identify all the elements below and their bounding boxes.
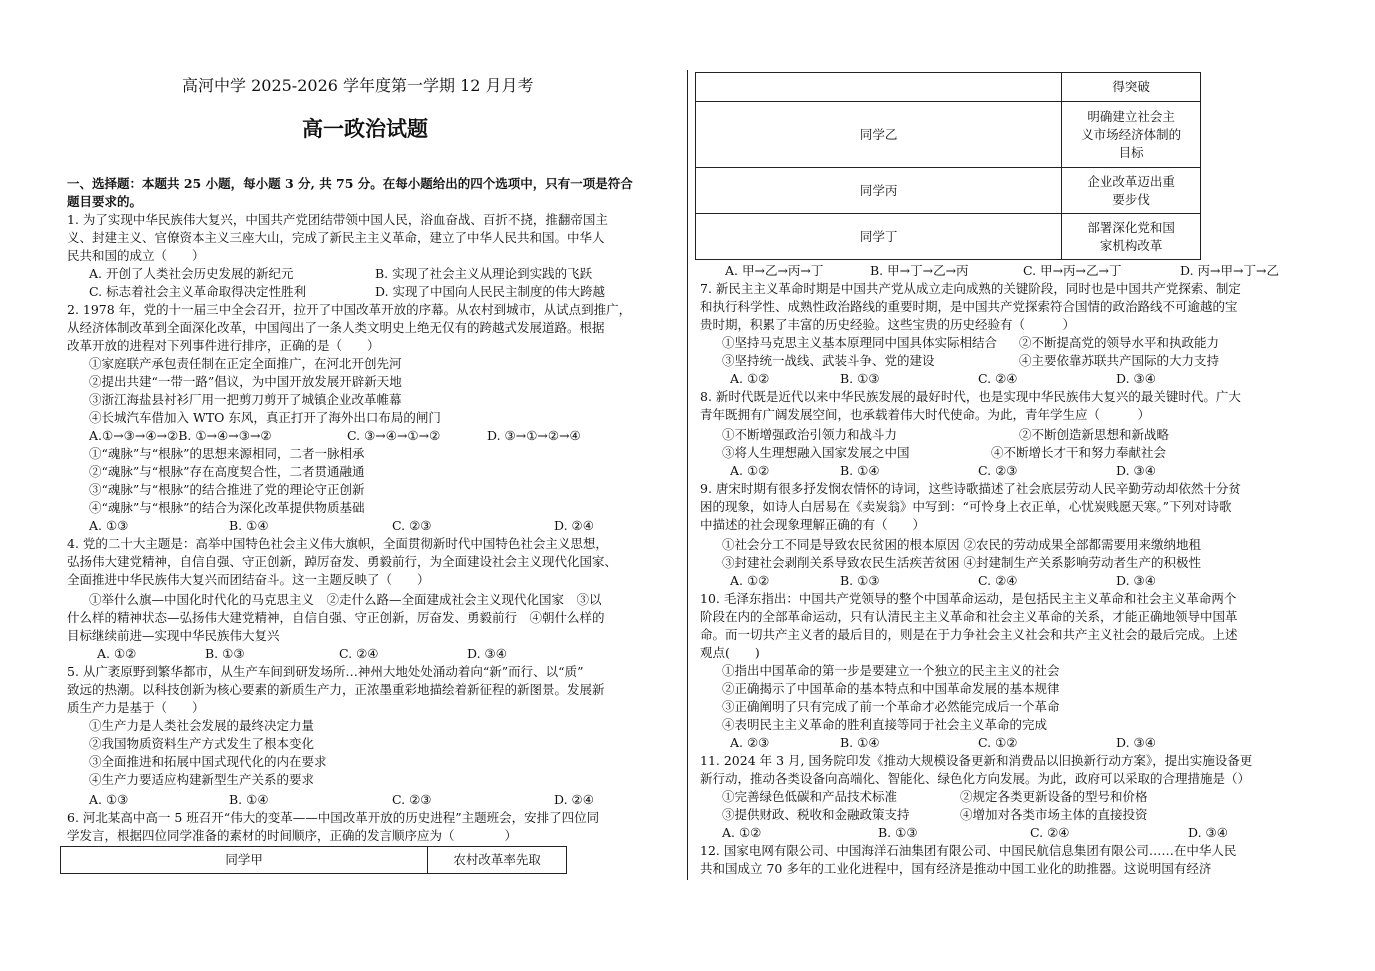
q2-option: C. ③→④→①→② xyxy=(347,428,441,443)
table-cell: 同学甲 xyxy=(61,847,428,874)
cell-line: 义市场经济体制的 xyxy=(1081,126,1182,142)
cell-line: 目标 xyxy=(1118,144,1144,160)
q2-stem: 2. 1978 年，党的十一届三中全会召开，拉开了中国改革开放的序幕。从农村到城市，从试点到推广， xyxy=(67,302,632,317)
q8-stem: 8. 新时代既是近代以来中华民族发展的最好时代，也是实现中华民族伟大复兴的最关键时代。广大 xyxy=(700,389,1241,404)
q5-item: ④生产力要适应构建新型生产关系的要求 xyxy=(89,772,315,787)
q7-option: A. ①② xyxy=(730,371,770,386)
q2-stem: 改革开放的进程对下列事件进行排序，正确的是（ ） xyxy=(67,338,380,353)
q11-item: ④增加对各类市场主体的直接投资 xyxy=(960,807,1148,822)
q3-option: B. ①④ xyxy=(229,518,269,533)
table-row xyxy=(696,168,1201,214)
q10-stem: 观点( ) xyxy=(700,645,760,660)
column-divider xyxy=(687,70,688,880)
table-cell: 同学丙 xyxy=(696,168,1062,214)
q6-table-part2 xyxy=(695,72,1201,260)
table-row xyxy=(696,102,1201,168)
q11-item: ③提供财政、税收和金融政策支持 xyxy=(722,807,910,822)
q8-item: ③将人生理想融入国家发展之中国 xyxy=(722,445,910,460)
q3-option: C. ②③ xyxy=(392,518,432,533)
exam-title: 高河中学 2025-2026 学年度第一学期 12 月月考 xyxy=(182,76,534,95)
q11-option: B. ①③ xyxy=(878,825,918,840)
q3-item: ④“魂脉”与“根脉”的结合为深化改革提供物质基础 xyxy=(89,500,365,515)
q7-item: ②不断提高党的领导水平和执政能力 xyxy=(1019,335,1220,350)
q4-item: 目标继续前进—实现中华民族伟大复兴 xyxy=(67,628,280,643)
q9-option: D. ③④ xyxy=(1116,573,1156,588)
q2-stem: 从经济体制改革到全面深化改革，中国闯出了一条人类文明史上绝无仅有的跨越式发展道路。根据 xyxy=(67,320,605,335)
q6-stem: 学发言，根据四位同学准备的素材的时间顺序，正确的发言顺序应为（ ） xyxy=(67,828,518,843)
cell-line: 部署深化党和国 xyxy=(1087,219,1175,235)
q10-item: ②正确揭示了中国革命的基本特点和中国革命发展的基本规律 xyxy=(722,681,1060,696)
q5-item: ①生产力是人类社会发展的最终决定力量 xyxy=(89,718,315,733)
q9-item: ③封建社会剥削关系导致农民生活疾苦贫困 ④封建制生产关系影响劳动者生产的积极性 xyxy=(722,555,1201,570)
q5-stem: 5. 从广袤原野到繁华都市，从生产车间到研发场所…神州大地处处涌动着向“新”而行、以“质” xyxy=(67,664,584,679)
q11-stem: 新行动，推动各类设备向高端化、智能化、绿色化方向发展。为此，政府可以采取的合理措施是（） xyxy=(700,771,1251,786)
q3-option: D. ②④ xyxy=(554,518,594,533)
q4-option: A. ①② xyxy=(97,646,137,661)
q8-item: ④不断增长才干和努力奉献社会 xyxy=(991,445,1167,460)
table-cell xyxy=(1062,102,1201,168)
table-row xyxy=(696,73,1201,102)
q2-option: A.①→③→④→②B. ①→④→③→② xyxy=(89,428,272,443)
table-row xyxy=(696,214,1201,260)
cell-line: 企业改革迈出重 xyxy=(1087,173,1175,189)
q9-option: B. ①③ xyxy=(840,573,880,588)
q7-option: B. ①③ xyxy=(840,371,880,386)
q7-option: C. ②④ xyxy=(978,371,1018,386)
q2-item: ③浙江海盐县衬衫厂用一把剪刀剪开了城镇企业改革帷幕 xyxy=(89,392,402,407)
q12-stem: 12. 国家电网有限公司、中国海洋石油集团有限公司、中国民航信息集团有限公司……在中华人民 xyxy=(700,843,1237,858)
q8-option: D. ③④ xyxy=(1116,463,1156,478)
q9-stem: 困的现象，如诗人白居易在《卖炭翁》中写到：“可怜身上衣正单，心忧炭贱愿天寒。”下列对诗歌 xyxy=(700,499,1232,514)
q2-item: ④长城汽车借加入 WTO 东风，真正打开了海外出口布局的闸门 xyxy=(89,410,441,425)
q5-stem: 质生产力是基于（ ） xyxy=(67,700,205,715)
q7-stem: 7. 新民主主义革命时期是中国共产党从成立走向成熟的关键阶段，同时也是中国共产党探索、制定 xyxy=(700,281,1241,296)
q8-option: C. ②③ xyxy=(978,463,1018,478)
q3-option: A. ①③ xyxy=(89,518,129,533)
q2-item: ①家庭联产承包责任制在正定全面推广，在河北开创先河 xyxy=(89,356,402,371)
q5-option: A. ①③ xyxy=(89,792,129,807)
table-cell xyxy=(1062,214,1201,260)
q1-stem: 民共和国的成立（ ） xyxy=(67,248,205,263)
q9-option: A. ①② xyxy=(730,573,770,588)
q4-item: 什么样的精神状态—弘扬伟大建党精神，自信自强、守正创新，厉奋发、勇毅前行 ④朝什么样的 xyxy=(67,610,605,625)
q5-item: ③全面推进和拓展中国式现代化的内在要求 xyxy=(89,754,327,769)
q8-item: ①不断增强政治引领力和战斗力 xyxy=(722,427,898,442)
q8-option: A. ①② xyxy=(730,463,770,478)
q8-option: B. ①④ xyxy=(840,463,880,478)
q3-item: ②“魂脉”与“根脉”存在高度契合性，二者贯通融通 xyxy=(89,464,365,479)
q11-stem: 11. 2024 年 3 月, 国务院印发《推动大规模设备更新和消费品以旧换新行动方案》，提出实施设备更 xyxy=(700,753,1253,768)
section-heading: 一、选择题：本题共 25 小题，每小题 3 分, 共 75 分。在每小题给出的四个选项中，只有一项是符合 xyxy=(67,176,633,191)
table-cell: 同学丁 xyxy=(696,214,1062,260)
q5-item: ②我国物质资料生产方式发生了根本变化 xyxy=(89,736,315,751)
q7-stem: 贵时期，积累了丰富的历史经验。这些宝贵的历史经验有（ ） xyxy=(700,317,1076,332)
cell-line: 家机构改革 xyxy=(1099,237,1163,253)
table-cell: 农村改革率先取 xyxy=(428,847,567,874)
q6-option: A. 甲→乙→丙→丁 xyxy=(725,263,824,278)
q2-item: ②提出共建“一带一路”倡议，为中国开放发展开辟新天地 xyxy=(89,374,402,389)
q1-stem: 1. 为了实现中华民族伟大复兴，中国共产党团结带领中国人民，浴血奋战、百折不挠，推翻帝国主 xyxy=(67,212,608,227)
table-cell xyxy=(1062,168,1201,214)
q7-stem: 和执行科学性、成熟性政治路线的重要时期，是中国共产党探索符合国情的政治路线不可逾越的宝 xyxy=(700,299,1238,314)
q4-stem: 弘扬伟大建党精神，自信自强、守正创新，踔厉奋发、勇毅前行，为全面建设社会主义现代化国家、 xyxy=(67,554,618,569)
table-cell: 同学乙 xyxy=(696,102,1062,168)
q3-item: ①“魂脉”与“根脉”的思想来源相同，二者一脉相承 xyxy=(89,446,365,461)
q7-option: D. ③④ xyxy=(1116,371,1156,386)
q10-option: B. ①④ xyxy=(840,735,880,750)
q10-option: D. ③④ xyxy=(1116,735,1156,750)
q9-option: C. ②④ xyxy=(978,573,1018,588)
q4-option: D. ③④ xyxy=(467,646,507,661)
q8-stem: 青年既拥有广阔发展空间，也承载着伟大时代使命。为此，青年学生应（ ） xyxy=(700,407,1151,422)
table-cell xyxy=(696,73,1062,102)
q6-stem: 6. 河北某高中高一 5 班召开“伟大的变革——中国改革开放的历史进程”主题班会，安排了四位同 xyxy=(67,810,600,825)
q11-item: ②规定各类更新设备的型号和价格 xyxy=(960,789,1148,804)
q5-stem: 致远的热潮。以科技创新为核心要素的新质生产力，正浓墨重彩地描绘着新征程的新图景。发展新 xyxy=(67,682,605,697)
q4-stem: 全面推进中华民族伟大复兴而团结奋斗。这一主题反映了（ ） xyxy=(67,572,430,587)
section-heading-cont: 题目要求的。 xyxy=(67,194,143,209)
q4-option: C. ②④ xyxy=(339,646,379,661)
q10-stem: 命。而一切共产主义者的最后目的，则是在于力争社会主义社会和共产主义社会的最后完成。上述 xyxy=(700,627,1238,642)
q11-option: A. ①② xyxy=(722,825,762,840)
table-cell: 得突破 xyxy=(1062,73,1201,102)
q5-option: B. ①④ xyxy=(229,792,269,807)
q6-option: C. 甲→丙→乙→丁 xyxy=(1023,263,1122,278)
q9-stem: 中描述的社会现象理解正确的有（ ） xyxy=(700,517,926,532)
cell-line: 要步伐 xyxy=(1112,191,1150,207)
q3-item: ③“魂脉”与“根脉”的结合推进了党的理论守正创新 xyxy=(89,482,365,497)
q1-option: C. 标志着社会主义革命取得决定性胜利 xyxy=(89,284,307,299)
q4-option: B. ①③ xyxy=(205,646,245,661)
q7-item: ③坚持统一战线、武装斗争、党的建设 xyxy=(722,353,935,368)
table-row xyxy=(61,847,567,874)
q11-option: D. ③④ xyxy=(1188,825,1228,840)
q10-item: ③正确阐明了只有完成了前一个革命才必然能完成后一个革命 xyxy=(722,699,1060,714)
q6-table-part1 xyxy=(60,846,567,874)
q12-stem: 共和国成立 70 多年的工业化进程中，国有经济是推动中国工业化的助推器。这说明国有经济 xyxy=(700,861,1212,876)
q9-stem: 9. 唐宋时期有很多抒发悯农情怀的诗词，这些诗歌描述了社会底层劳动人民辛勤劳动却依然十分贫 xyxy=(700,481,1241,496)
q6-option: D. 丙→甲→丁→乙 xyxy=(1180,263,1279,278)
q1-stem: 义、封建主义、官僚资本主义三座大山，完成了新民主主义革命，建立了中华人民共和国。中华人 xyxy=(67,230,605,245)
q1-option: B. 实现了社会主义从理论到实践的飞跃 xyxy=(375,266,593,281)
q8-item: ②不断创造新思想和新战略 xyxy=(1019,427,1170,442)
q11-item: ①完善绿色低碳和产品技术标准 xyxy=(722,789,898,804)
q2-option: D. ③→①→②→④ xyxy=(487,428,581,443)
q7-item: ④主要依靠苏联共产国际的大力支持 xyxy=(1019,353,1220,368)
q10-option: C. ①② xyxy=(978,735,1018,750)
q10-item: ①指出中国革命的第一步是要建立一个独立的民主主义的社会 xyxy=(722,663,1060,678)
q10-stem: 10. 毛泽东指出：中国共产党领导的整个中国革命运动，是包括民主主义革命和社会主义革命两个 xyxy=(700,591,1237,606)
q4-stem: 4. 党的二十大主题是：高举中国特色社会主义伟大旗帜，全面贯彻新时代中国特色社会主义思想， xyxy=(67,536,608,551)
subject-title: 高一政治试题 xyxy=(302,116,428,141)
q5-option: C. ②③ xyxy=(392,792,432,807)
q10-stem: 阶段在内的全部革命运动，只有认清民主主义革命和社会主义革命的关系，才能正确地领导中国革 xyxy=(700,609,1238,624)
q1-option: D. 实现了中国向人民民主制度的伟大跨越 xyxy=(375,284,606,299)
q11-option: C. ②④ xyxy=(1030,825,1070,840)
q6-option: B. 甲→丁→乙→丙 xyxy=(870,263,969,278)
cell-line: 明确建立社会主 xyxy=(1087,108,1175,124)
q10-item: ④表明民主主义革命的胜利直接等同于社会主义革命的完成 xyxy=(722,717,1048,732)
q5-option: D. ②④ xyxy=(554,792,594,807)
q4-item: ①举什么旗—中国化时代化的马克思主义 ②走什么路—全面建成社会主义现代化国家 ③以 xyxy=(89,592,602,607)
q1-option: A. 开创了人类社会历史发展的新纪元 xyxy=(89,266,294,281)
q7-item: ①坚持马克思主义基本原理同中国具体实际相结合 xyxy=(722,335,998,350)
q10-option: A. ②③ xyxy=(730,735,770,750)
q9-item: ①社会分工不同是导致农民贫困的根本原因 ②农民的劳动成果全部都需要用来缴纳地租 xyxy=(722,537,1201,552)
